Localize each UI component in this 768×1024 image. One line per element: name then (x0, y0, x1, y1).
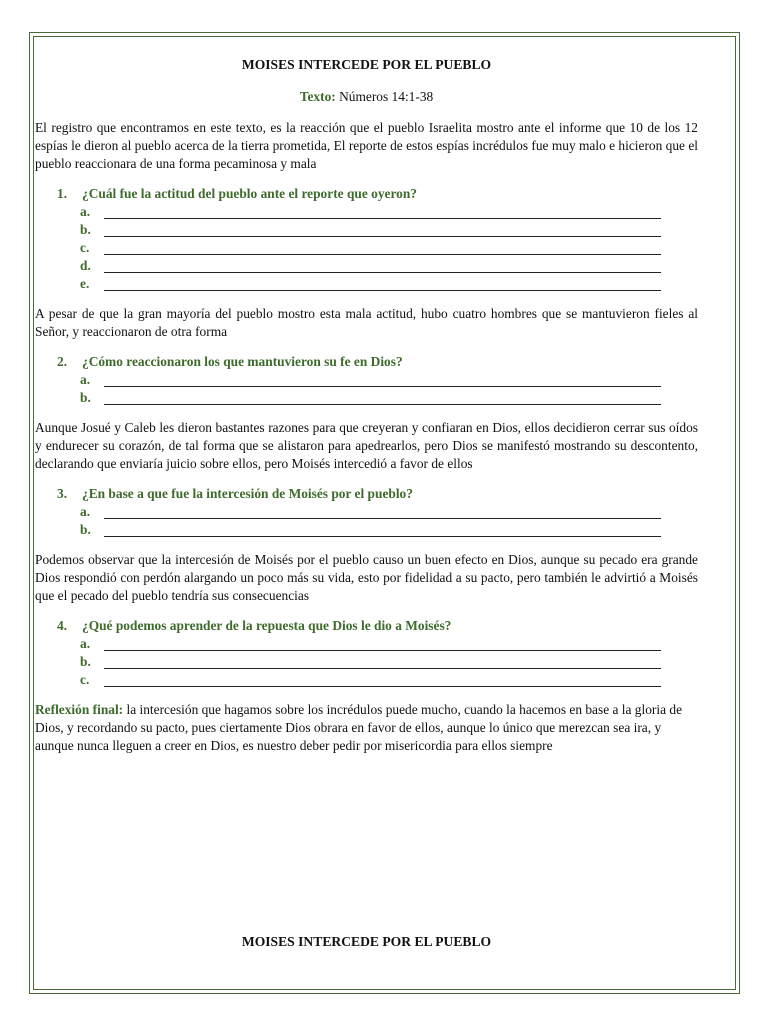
answer-blank[interactable] (104, 672, 661, 687)
answer-line-1a[interactable] (35, 203, 698, 221)
question-block-4 (35, 617, 698, 689)
answer-blank[interactable] (104, 222, 661, 237)
answer-blank[interactable] (104, 636, 661, 651)
answer-letter: e. (80, 276, 90, 291)
scripture-reference (35, 88, 698, 106)
answer-blank[interactable] (104, 504, 661, 519)
answer-letter: b. (80, 390, 91, 405)
worksheet-content (35, 56, 698, 755)
question-4 (35, 617, 698, 635)
paragraph-4: Podemos observar que la intercesión de Moisés por el pueblo causo un buen efecto en Dios, aunque su pecado era grande Dios respondió con perdón alargando un poco más su vida, esto por fidelidad a su pacto, pero también le advirtió a Moisés que el pecado del pueblo tendría sus consecuencias (35, 552, 698, 603)
answer-line-3a[interactable] (35, 503, 698, 521)
answer-blank[interactable] (104, 258, 661, 273)
answer-line-2b[interactable] (35, 389, 698, 407)
question-2 (35, 353, 698, 371)
question-block-1 (35, 185, 698, 293)
final-reflection (35, 701, 698, 755)
answer-blank[interactable] (104, 204, 661, 219)
footer-title: MOISES INTERCEDE POR EL PUEBLO (241, 934, 492, 949)
answer-line-1b[interactable] (35, 221, 698, 239)
answer-letter: b. (80, 222, 91, 237)
question-block-2 (35, 353, 698, 407)
question-text: ¿En base a que fue la intercesión de Moisés por el pueblo? (82, 486, 413, 501)
intro-paragraph: El registro que encontramos en este texto, es la reacción que el pueblo Israelita mostro ante el informe que 10 de los 12 espías le dieron al pueblo acerca de la tierra prometida, El reporte de estos espías incrédulos fue muy malo e hicieron que el pueblo reaccionara de una forma pecaminosa y mala (35, 120, 698, 171)
answer-line-4b[interactable] (35, 653, 698, 671)
answer-line-2a[interactable] (35, 371, 698, 389)
answer-blank[interactable] (104, 240, 661, 255)
question-3 (35, 485, 698, 503)
page-title: MOISES INTERCEDE POR EL PUEBLO (241, 57, 492, 72)
answer-line-1d[interactable] (35, 257, 698, 275)
answer-line-1c[interactable] (35, 239, 698, 257)
final-reflection-text: la intercesión que hagamos sobre los incrédulos puede mucho, cuando la hacemos en base a la gloria de Dios, y recordando su pacto, pues ciertamente Dios obrara en favor de ellos, aunque lo único que merezcan sea ira, y aunque nunca lleguen a creer en Dios, es nuestro deber pedir por misericordia para ellos siempre (35, 702, 683, 753)
final-reflection-label: Reflexión final: (35, 702, 124, 717)
answer-letter: b. (80, 654, 91, 669)
answer-line-3b[interactable] (35, 521, 698, 539)
question-number: 2. (57, 354, 68, 369)
question-1 (35, 185, 698, 203)
answer-letter: a. (80, 504, 91, 519)
answer-letter: a. (80, 636, 91, 651)
answer-letter: a. (80, 372, 91, 387)
answer-blank[interactable] (104, 372, 661, 387)
question-text: ¿Cómo reaccionaron los que mantuvieron su fe en Dios? (82, 354, 403, 369)
question-number: 3. (57, 486, 68, 501)
texto-label: Texto: (299, 89, 336, 104)
answer-letter: a. (80, 204, 91, 219)
paragraph-2: A pesar de que la gran mayoría del pueblo mostro esta mala actitud, hubo cuatro hombres que se mantuvieron fieles al Señor, y reaccionaron de otra forma (35, 306, 698, 339)
answer-blank[interactable] (104, 522, 661, 537)
answer-blank[interactable] (104, 654, 661, 669)
answer-letter: d. (80, 258, 91, 273)
answer-letter: b. (80, 522, 91, 537)
answer-line-4a[interactable] (35, 635, 698, 653)
question-number: 4. (57, 618, 68, 633)
answer-blank[interactable] (104, 276, 661, 291)
question-number: 1. (57, 186, 68, 201)
answer-letter: c. (80, 240, 90, 255)
question-block-3 (35, 485, 698, 539)
paragraph-3: Aunque Josué y Caleb les dieron bastantes razones para que creyeran y confiaran en Dios, ellos decidieron cerrar sus oídos y endurecer su corazón, de tal forma que se alistaron para apedrearlos, pero Dios se manifestó mostrando su descontento, declarando que enviaría juicio sobre ellos, pero Moisés intercedió a favor de ellos (35, 420, 698, 471)
texto-reference: Números 14:1-38 (339, 89, 434, 104)
answer-letter: c. (80, 672, 90, 687)
question-text: ¿Cuál fue la actitud del pueblo ante el reporte que oyeron? (82, 186, 418, 201)
answer-blank[interactable] (104, 390, 661, 405)
answer-line-1e[interactable] (35, 275, 698, 293)
question-text: ¿Qué podemos aprender de la repuesta que Dios le dio a Moisés? (82, 618, 452, 633)
answer-line-4c[interactable] (35, 671, 698, 689)
